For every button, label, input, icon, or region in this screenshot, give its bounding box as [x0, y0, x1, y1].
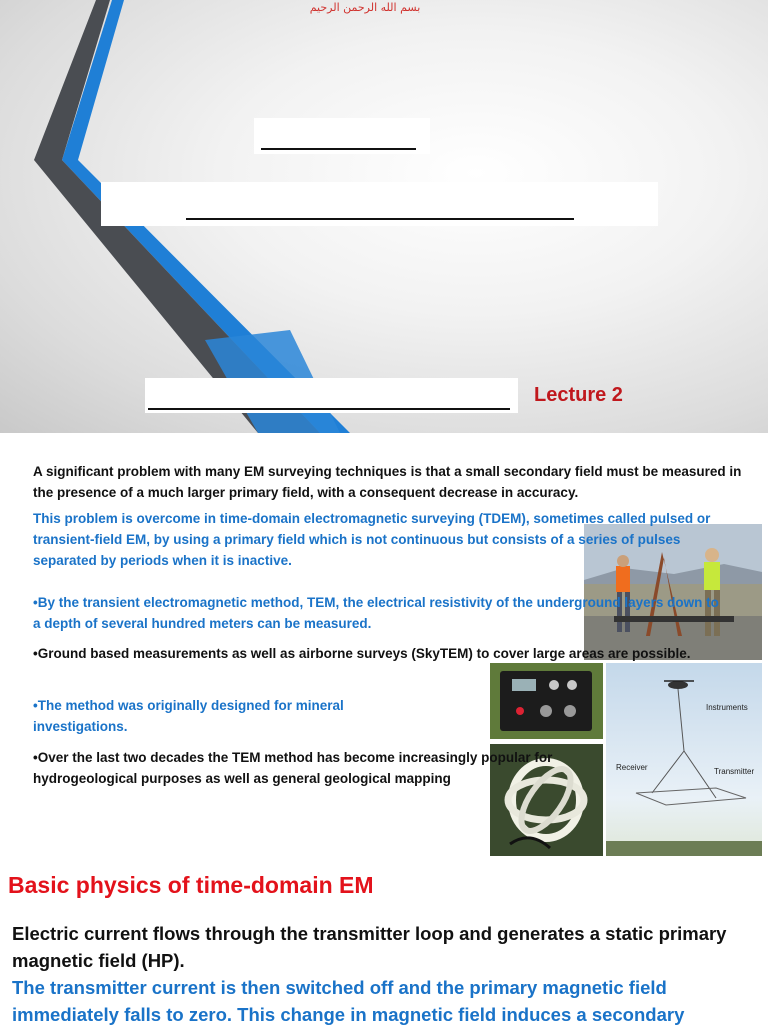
label-transmitter: Transmitter [714, 767, 755, 776]
title-underline-3 [148, 408, 510, 410]
physics-line-2: The transmitter current is then switched off and the primary magnetic field immediately falls to zero. This change in magnetic field induces a secondary [12, 977, 685, 1025]
bullet-mineral: •The method was originally designed for mineral investigations. [33, 698, 344, 734]
basmala-text: بسم الله الرحمن الرحيم [309, 1, 421, 14]
instrument-box-photo [490, 663, 603, 739]
section-heading: Basic physics of time-domain EM [8, 872, 374, 898]
title-slide [0, 0, 768, 433]
title-underline-2 [186, 218, 574, 220]
bullet-tem-resistivity: •By the transient electromagnetic method, TEM, the electrical resistivity of the underground layers down to a depth of several hundred meters can be measured. [33, 595, 719, 631]
bullet-ground-airborne: •Ground based measurements as well as airborne surveys (SkyTEM) to cover large areas are possible. [33, 646, 691, 661]
label-receiver: Receiver [616, 763, 648, 772]
label-instruments: Instruments [706, 703, 748, 712]
tdem-paragraph: This problem is overcome in time-domain electromagnetic surveying (TDEM), sometimes called pulsed or transient-field EM, by using a primary field which is not continuous but consists of a series of pulses separated by periods when it is inactive. [33, 511, 711, 568]
physics-line-1: Electric current flows through the transmitter loop and generates a static primary magnetic field (HP). [12, 923, 727, 971]
bullet-hydrogeology: •Over the last two decades the TEM method has become increasingly popular for hydrogeological purposes as well as general geological mapping [33, 750, 553, 786]
lecture-label: Lecture 2 [534, 384, 623, 406]
title-underline-1 [261, 148, 416, 150]
intro-paragraph: A significant problem with many EM surveying techniques is that a small secondary field must be measured in the presence of a much larger primary field, with a consequent decrease in accuracy. [33, 464, 742, 500]
